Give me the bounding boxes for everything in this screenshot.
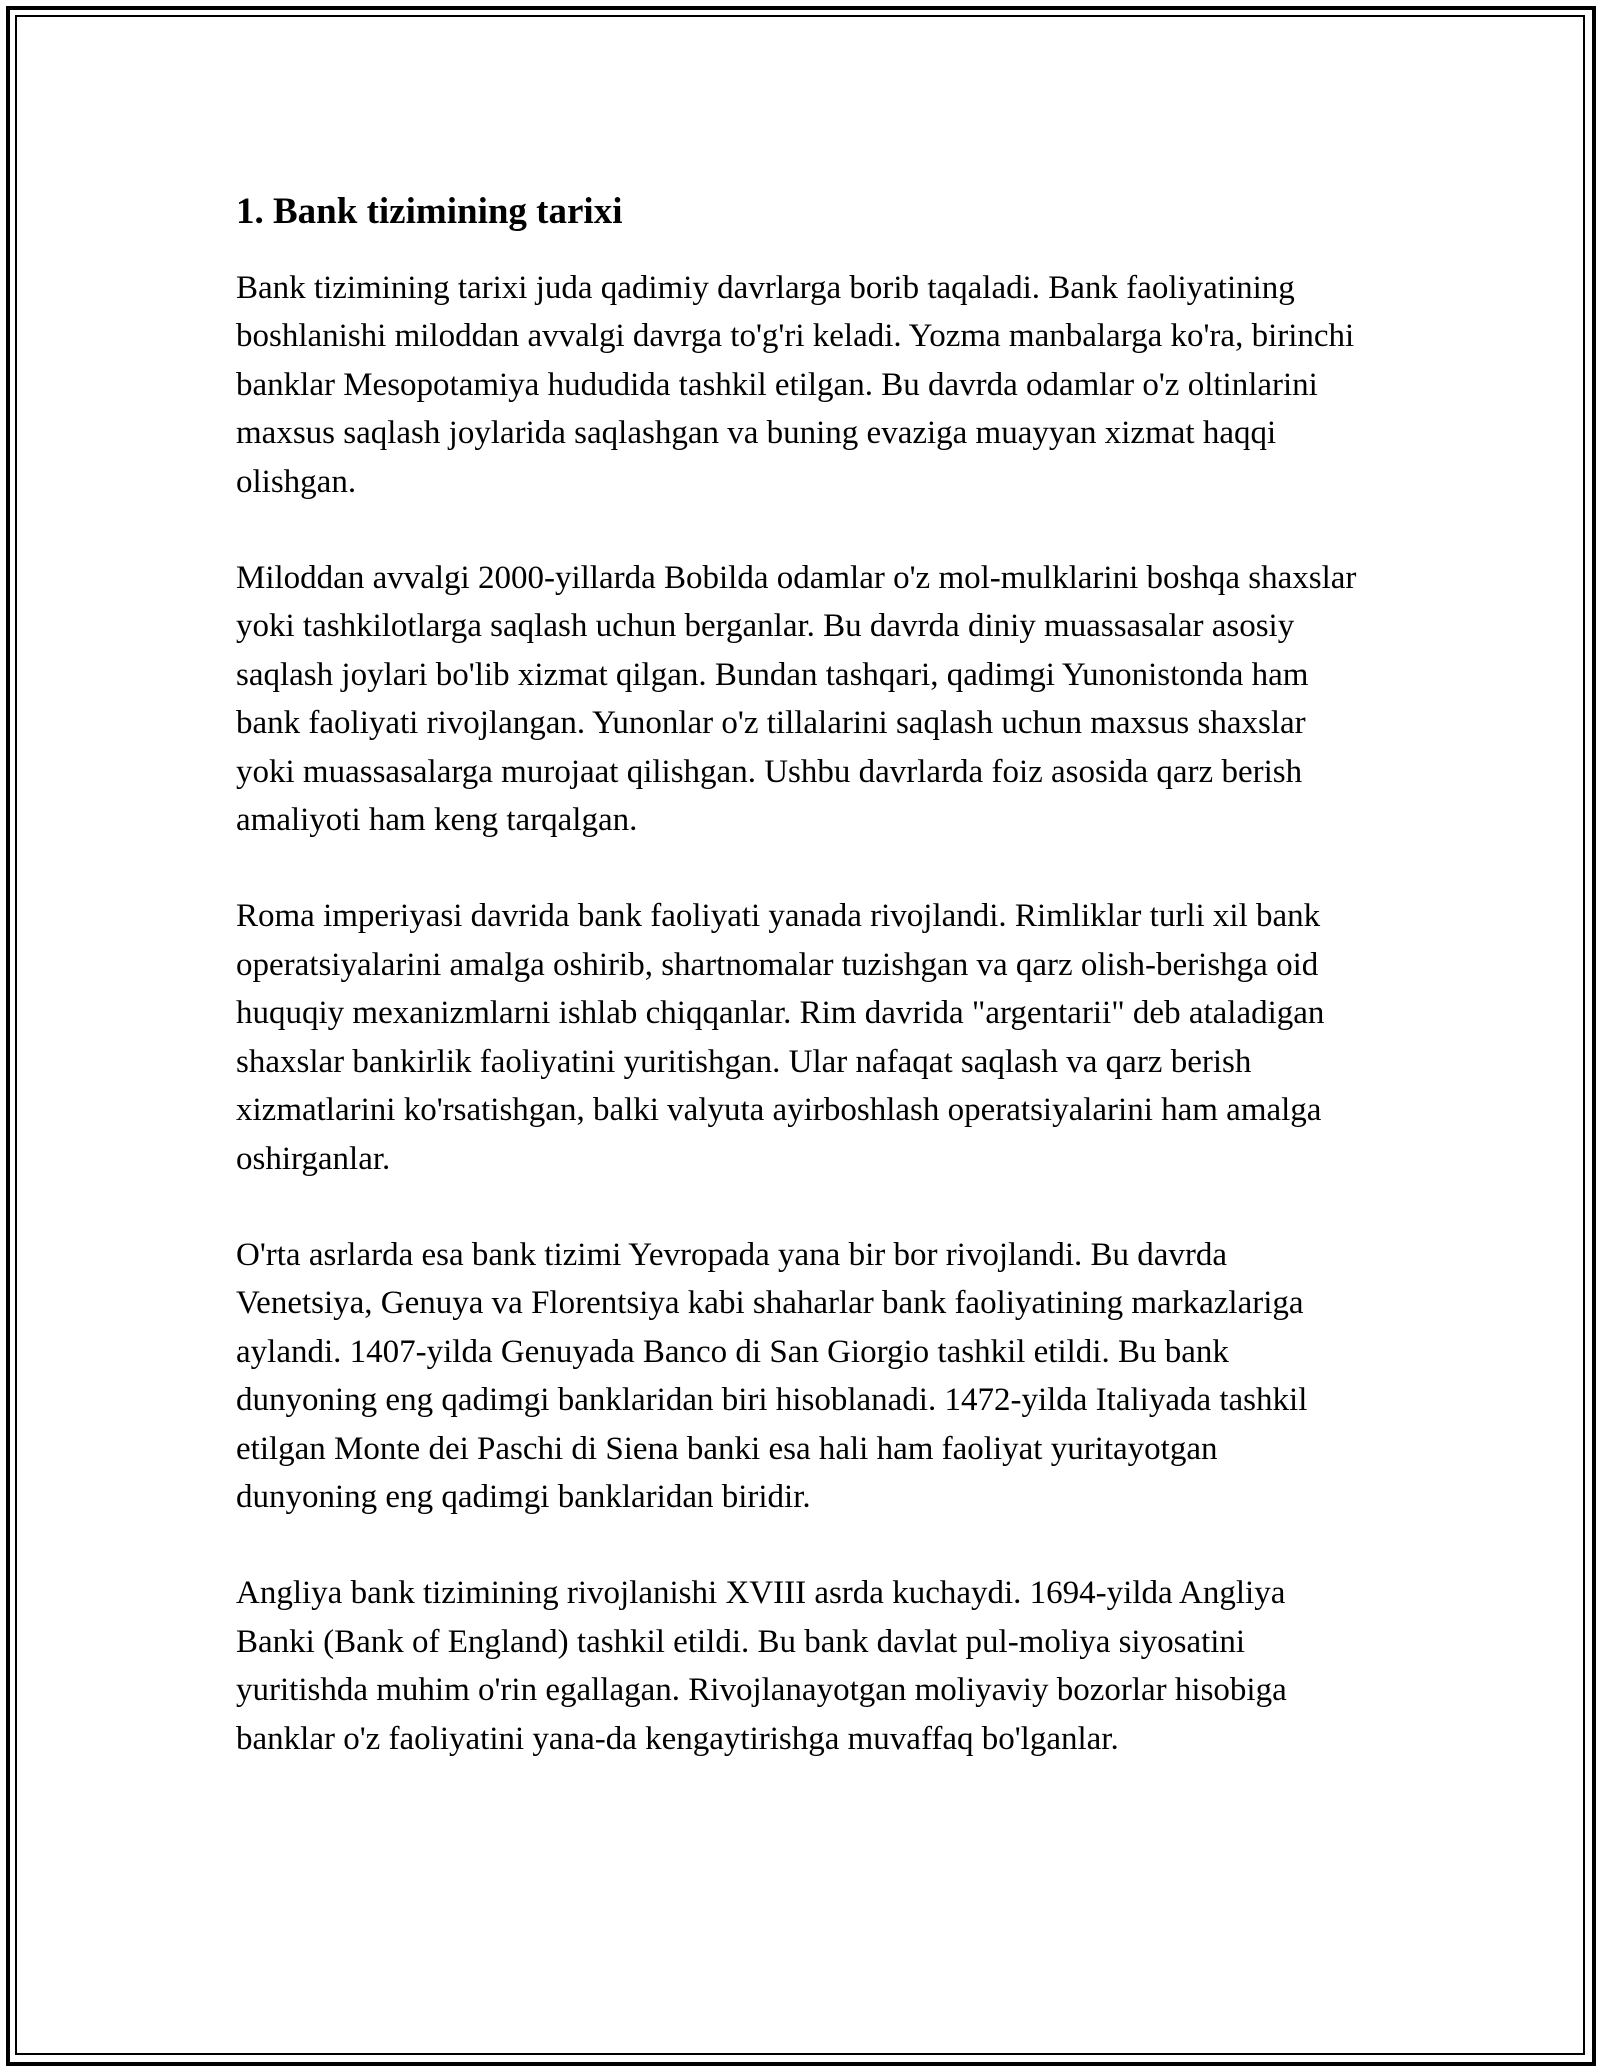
document-body: [236, 188, 1366, 1763]
paragraph-1: Bank tizimining tarixi juda qadimiy davrlarga borib taqaladi. Bank faoliyatining boshlanishi miloddan avvalgi davrga to'g'ri keladi. Yozma manbalarga ko'ra, birinchi banklar Mesopotamiya hududida tashkil etilgan. Bu davrda odamlar o'z oltinlarini maxsus saqlash joylarida saqlashgan va buning evaziga muayyan xizmat haqqi olishgan.: [236, 270, 1355, 500]
paragraph-5: Angliya bank tizimining rivojlanishi XVIII asrda kuchaydi. 1694-yilda Angliya Banki (Bank of England) tashkil etildi. Bu bank davlat pul-moliya siyosatini yuritishda muhim o'rin egallagan. Rivojlanayotgan moliyaviy bozorlar hisobiga banklar o'z faoliyatini yana-da kengaytirishga muvaffaq bo'lganlar.: [236, 1575, 1287, 1757]
paragraph-4: O'rta asrlarda esa bank tizimi Yevropada yana bir bor rivojlandi. Bu davrda Venetsiya, Genuya va Florentsiya kabi shaharlar bank faoliyatining markazlariga aylandi. 1407-yilda Genuyada Banco di San Giorgio tashkil etildi. Bu bank dunyoning eng qadimgi banklaridan biri hisoblanadi. 1472-yilda Italiyada tashkil etilgan Monte dei Paschi di Siena banki esa hali ham faoliyat yuritayotgan dunyoning eng qadimgi banklaridan biridir.: [236, 1236, 1308, 1515]
paragraph-2: Miloddan avvalgi 2000-yillarda Bobilda odamlar o'z mol-mulklarini boshqa shaxslar yoki tashkilotlarga saqlash uchun berganlar. Bu davrda diniy muassasalar asosiy saqlash joylari bo'lib xizmat qilgan. Bundan tashqari, qadimgi Yunonistonda ham bank faoliyati rivojlangan. Yunonlar o'z tillalarini saqlash uchun maxsus shaxslar yoki muassasalarga murojaat qilishgan. Ushbu davrlarda foiz asosida qarz berish amaliyoti ham keng tarqalgan.: [236, 560, 1357, 839]
section-heading: 1. Bank tizimining tarixi: [236, 191, 623, 232]
paragraph-3: Roma imperiyasi davrida bank faoliyati yanada rivojlandi. Rimliklar turli xil bank operatsiyalarini amalga oshirib, shartnomalar tuzishgan va qarz olish-berishga oid huquqiy mexanizmlarni ishlab chiqqanlar. Rim davrida "argentarii" deb ataladigan shaxslar bankirlik faoliyatini yuritishgan. Ular nafaqat saqlash va qarz berish xizmatlarini ko'rsatishgan, balki valyuta ayirboshlash operatsiyalarini ham amalga oshirganlar.: [236, 898, 1325, 1177]
